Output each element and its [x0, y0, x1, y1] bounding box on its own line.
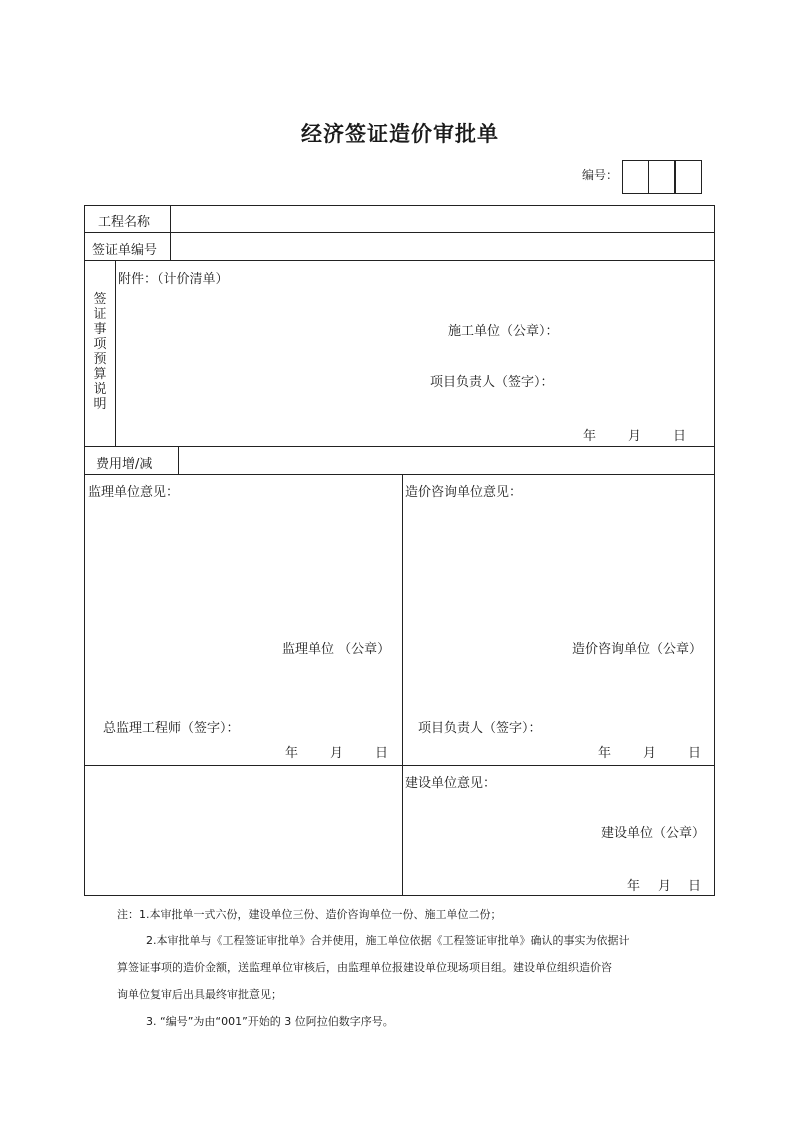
note-line-3: 算签证事项的造价金额，送监理单位审核后，由监理单位报建设单位现场项目组。建设单位组织造价咨: [117, 961, 612, 974]
date-month-label: 月: [628, 429, 642, 444]
note-line-5: 3. “编号”为由“001”开始的 3 位阿拉伯数字序号。: [146, 1015, 394, 1028]
project-name-field[interactable]: [172, 206, 712, 231]
contractor-seal-label: 施工单位（公章）：: [448, 324, 559, 339]
visa-number-label: 签证单编号: [92, 243, 158, 258]
date-year-label: 年: [285, 746, 299, 761]
cost-change-field[interactable]: [180, 448, 712, 473]
date-day-label: 日: [688, 879, 702, 894]
date-month-label: 月: [658, 879, 672, 894]
attachment-label: 附件：（计价清单）: [118, 272, 229, 287]
project-name-label: 工程名称: [98, 215, 151, 230]
column-divider: [178, 446, 179, 474]
contractor-manager-signature-label: 项目负责人（签字）：: [430, 375, 554, 390]
date-day-label: 日: [688, 746, 702, 761]
owner-opinion-label: 建设单位意见：: [405, 776, 497, 791]
chief-engineer-signature-label: 总监理工程师（签字）：: [103, 721, 240, 736]
supervision-seal-label: 监理单位 （公章）: [282, 642, 391, 657]
date-day-label: 日: [375, 746, 389, 761]
column-divider: [402, 474, 403, 896]
column-divider: [115, 260, 116, 446]
row-divider: [84, 232, 715, 233]
date-day-label: 日: [673, 429, 687, 444]
visa-explanation-side-label: 签证事项预算说明: [93, 292, 107, 412]
cost-consulting-seal-label: 造价咨询单位（公章）: [572, 642, 703, 657]
serial-digit-box-2[interactable]: [648, 160, 675, 194]
note-line-2: 2.本审批单与《工程签证审批单》合并使用，施工单位依据《工程签证审批单》确认的事实为依据计: [146, 934, 630, 947]
row-divider: [84, 765, 715, 766]
note-line-1: 注：1.本审批单一式六份，建设单位三份、造价咨询单位一份、施工单位二份；: [117, 908, 502, 921]
row-divider: [84, 474, 715, 475]
date-month-label: 月: [643, 746, 657, 761]
serial-digit-box-3[interactable]: [675, 160, 702, 194]
approval-form-table: [84, 205, 715, 896]
cost-consulting-manager-signature-label: 项目负责人（签字）：: [418, 721, 542, 736]
owner-seal-label: 建设单位（公章）: [601, 826, 706, 841]
serial-number-label: 编号：: [582, 168, 619, 182]
cost-consulting-opinion-label: 造价咨询单位意见：: [405, 485, 523, 500]
serial-digit-box-1[interactable]: [622, 160, 649, 194]
date-month-label: 月: [330, 746, 344, 761]
supervision-opinion-label: 监理单位意见：: [88, 485, 180, 500]
date-year-label: 年: [627, 879, 641, 894]
date-year-label: 年: [598, 746, 612, 761]
date-year-label: 年: [583, 429, 597, 444]
cost-change-label: 费用增/减: [96, 457, 153, 472]
visa-number-field[interactable]: [172, 234, 712, 259]
note-line-4: 询单位复审后出具最终审批意见；: [117, 988, 282, 1001]
row-divider: [84, 260, 715, 261]
column-divider: [170, 205, 171, 260]
page-title: 经济签证造价审批单: [301, 122, 499, 146]
